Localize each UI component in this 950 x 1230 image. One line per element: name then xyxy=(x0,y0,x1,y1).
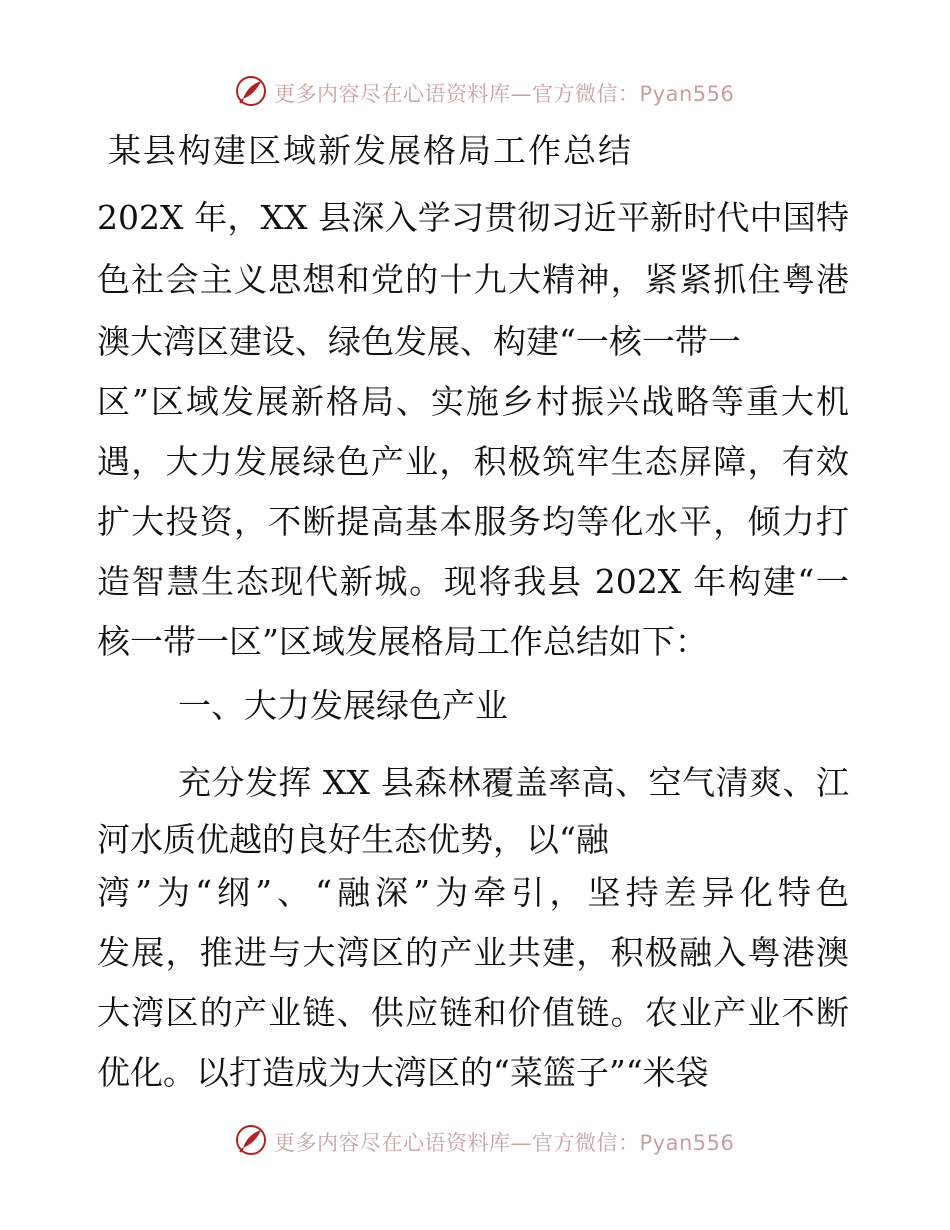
paragraph-line: 澳大湾区建设、绿色发展、构建“一核一带一 xyxy=(97,322,741,361)
paragraph-line: 造智慧生态现代新城。现将我县 202X 年构建“一 xyxy=(97,562,849,601)
paragraph-line: 色社会主义思想和党的十九大精神，紧紧抓住粤港 xyxy=(97,260,849,299)
paragraph-line: 区”区域发展新格局、实施乡村振兴战略等重大机 xyxy=(97,382,849,421)
paragraph-line: 大湾区的产业链、供应链和价值链。农业产业不断 xyxy=(97,993,849,1032)
footer-watermark xyxy=(0,1121,950,1161)
paragraph-line: 遇，大力发展绿色产业，积极筑牢生态屏障，有效 xyxy=(97,442,849,481)
document-title: 某县构建区域新发展格局工作总结 xyxy=(108,131,633,170)
watermark-text: 更多内容尽在心语资料库—官方微信：Pyan556 xyxy=(274,1131,735,1155)
feather-pen-logo-icon xyxy=(234,1123,268,1157)
header-watermark xyxy=(0,72,950,112)
paragraph-line: 202X 年，XX 县深入学习贯彻习近平新时代中国特 xyxy=(97,198,849,237)
paragraph-line: 扩大投资，不断提高基本服务均等化水平，倾力打 xyxy=(97,502,849,541)
watermark-text: 更多内容尽在心语资料库—官方微信：Pyan556 xyxy=(274,82,735,106)
paragraph-line: 充分发挥 XX 县森林覆盖率高、空气清爽、江 xyxy=(178,763,849,802)
paragraph-line: 核一带一区”区域发展格局工作总结如下： xyxy=(97,622,708,661)
paragraph-line: 发展，推进与大湾区的产业共建，积极融入粤港澳 xyxy=(97,933,849,972)
section-heading: 一、大力发展绿色产业 xyxy=(178,686,508,725)
paragraph-line: 河水质优越的良好生态优势，以“融 xyxy=(97,820,609,859)
paragraph-line: 湾”为“纲”、“融深”为牵引，坚持差异化特色 xyxy=(97,873,849,912)
feather-pen-logo-icon xyxy=(234,74,268,108)
paragraph-line: 优化。以打造成为大湾区的“菜篮子”“米袋 xyxy=(97,1053,709,1092)
